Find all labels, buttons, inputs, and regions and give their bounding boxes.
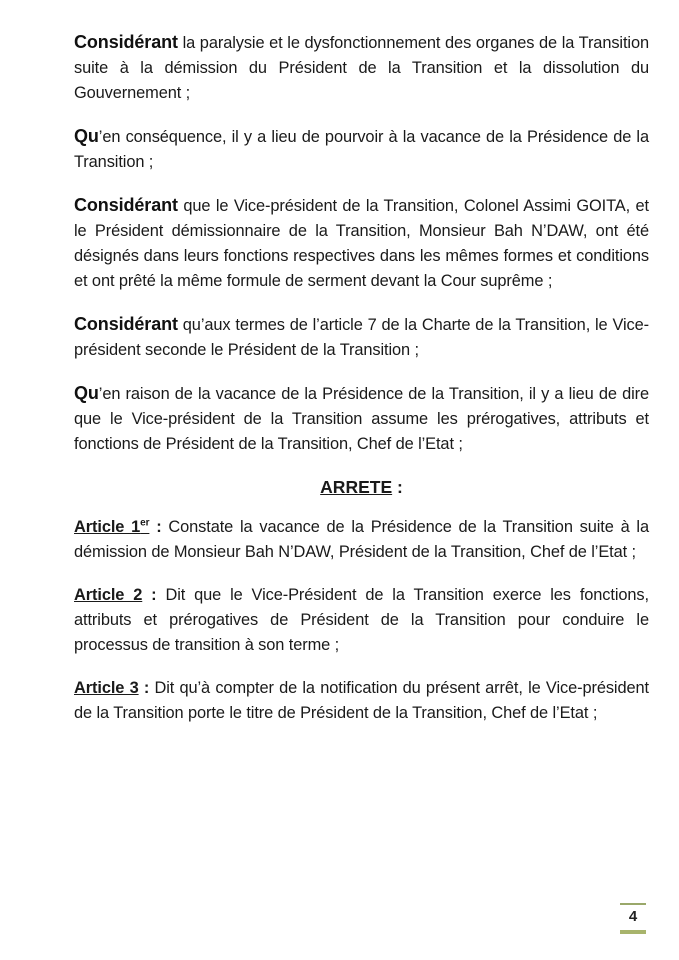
recital-text: ’en conséquence, il y a lieu de pourvoir à la vacance de la Présidence de la Transition ; bbox=[74, 128, 649, 171]
article-colon: : bbox=[149, 518, 169, 536]
heading-word: ARRETE bbox=[320, 477, 393, 497]
recital-lead: Considérant bbox=[74, 32, 178, 52]
recital-paragraph bbox=[74, 312, 649, 363]
page-number-text: 4 bbox=[628, 908, 638, 925]
article-label-sup: er bbox=[140, 517, 150, 529]
recital-paragraph bbox=[74, 193, 649, 294]
recital-text: la paralysie et le dysfonctionnement des organes de la Transition suite à la démission du Président de la Transition et la dissolution du Gouvernement ; bbox=[74, 34, 649, 102]
recital-text: que le Vice-président de la Transition, Colonel Assimi GOITA, et le Président démissionnaire de la Transition, Monsieur Bah N’DAW, ont été désignés dans leurs fonctions respectives dans les mêmes formes et conditions et ont prêté la même formule de serment devant la Cour suprême ; bbox=[74, 197, 649, 290]
recital-paragraph bbox=[74, 30, 649, 106]
page-number-top-rule bbox=[620, 903, 646, 905]
article-text: Dit qu’à compter de la notification du présent arrêt, le Vice-président de la Transition porte le titre de Président de la Transition, Chef de l’Etat ; bbox=[74, 679, 649, 722]
article-paragraph bbox=[74, 515, 649, 565]
article-label bbox=[74, 518, 149, 536]
recital-lead: Considérant bbox=[74, 195, 178, 215]
recital-paragraph bbox=[74, 381, 649, 457]
article-paragraph bbox=[74, 583, 649, 658]
article-label-text: Article 1 bbox=[74, 518, 141, 536]
article-paragraph bbox=[74, 676, 649, 726]
section-heading bbox=[74, 475, 649, 499]
recital-paragraph bbox=[74, 124, 649, 175]
recital-lead: Qu bbox=[74, 383, 99, 403]
article-colon: : bbox=[142, 586, 166, 604]
recital-text: ’en raison de la vacance de la Présidence de la Transition, il y a lieu de dire que le Vice-président de la Transition assume les prérogatives, attributs et fonctions de Président de la Transition, Chef de l’Etat ; bbox=[74, 385, 649, 453]
recital-text: qu’aux termes de l’article 7 de la Charte de la Transition, le Vice-président seconde le Président de la Transition ; bbox=[74, 316, 649, 359]
article-label: Article 2 bbox=[74, 586, 143, 604]
recital-lead: Considérant bbox=[74, 314, 178, 334]
recital-lead: Qu bbox=[74, 126, 99, 146]
page-number-bottom-rule bbox=[620, 930, 646, 934]
article-label: Article 3 bbox=[74, 679, 139, 697]
heading-colon: : bbox=[392, 477, 403, 497]
document-page bbox=[74, 30, 649, 744]
page-number bbox=[620, 903, 646, 934]
article-colon: : bbox=[138, 679, 155, 697]
article-text: Constate la vacance de la Présidence de la Transition suite à la démission de Monsieur Bah N’DAW, Président de la Transition, Chef de l’Etat ; bbox=[74, 518, 649, 561]
article-text: Dit que le Vice-Président de la Transition exerce les fonctions, attributs et prérogatives de Président de la Transition pour conduire le processus de transition à son terme ; bbox=[74, 586, 649, 654]
